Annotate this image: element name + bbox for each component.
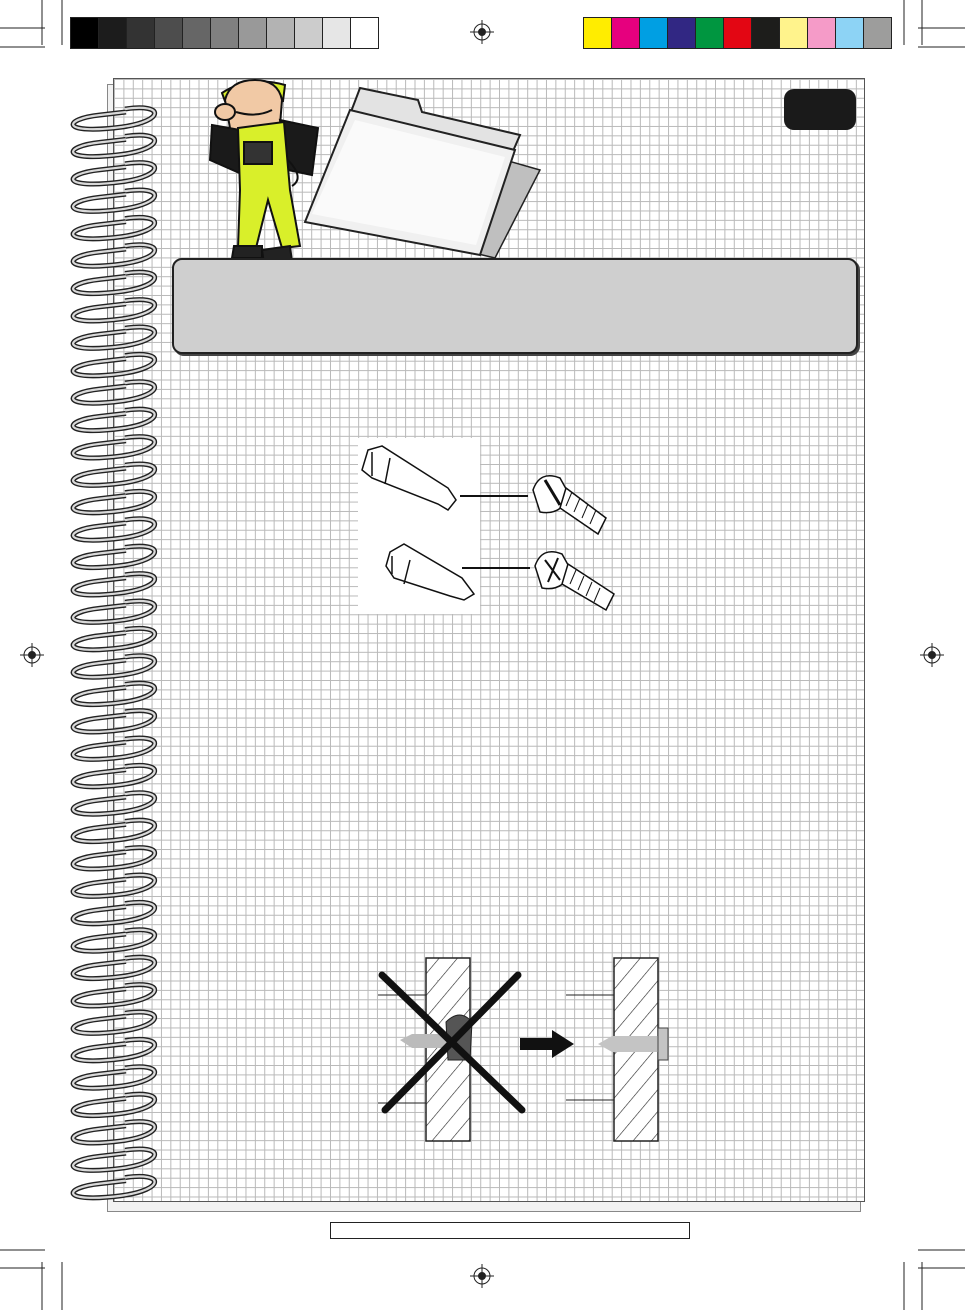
footer-bar <box>330 1222 690 1239</box>
wrong-mounting <box>378 958 522 1141</box>
correct-mounting <box>566 958 668 1141</box>
arrow-icon <box>520 1030 574 1058</box>
